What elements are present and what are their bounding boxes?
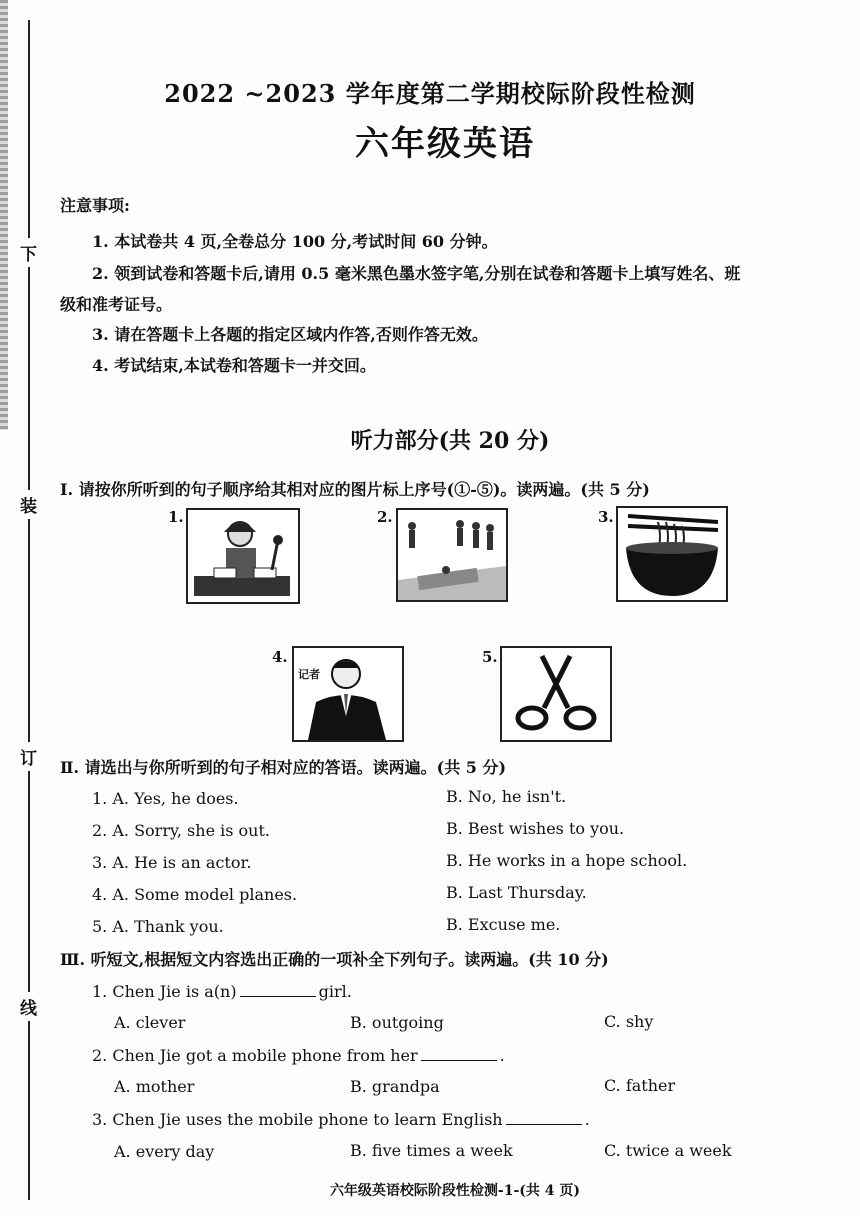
part3-heading: Ⅲ. 听短文,根据短文内容选出正确的一项补全下列句子。读两遍。(共 10 分) xyxy=(60,950,609,969)
reporter-icon xyxy=(294,648,402,740)
part2-option-b: B. Excuse me. xyxy=(446,915,561,934)
picture-3 xyxy=(616,506,728,602)
part3-option: A. every day xyxy=(114,1142,215,1161)
picture-number: 3. xyxy=(598,508,614,526)
part3-question-2: 2. Chen Jie got a mobile phone from her . xyxy=(92,1046,505,1065)
note-3: 3. 请在答题卡上各题的指定区域内作答,否则作答无效。 xyxy=(92,325,488,344)
part2-option-b: B. No, he isn't. xyxy=(446,787,567,806)
binding-char-zhuang: 装 xyxy=(20,490,37,519)
picture-number: 4. xyxy=(272,648,288,666)
part3-option: B. outgoing xyxy=(350,1013,444,1032)
part2-option-a: 3. A. He is an actor. xyxy=(92,853,252,872)
listening-section-title: 听力部分(共 20 分) xyxy=(350,428,550,454)
subject-title: 六年级英语 xyxy=(355,124,535,164)
part3-option: B. grandpa xyxy=(350,1077,440,1096)
binding-char-xia: 下 xyxy=(20,238,37,267)
part2-option-a: 1. A. Yes, he does. xyxy=(92,789,239,808)
scan-edge xyxy=(0,0,8,430)
part2-option-a: 4. A. Some model planes. xyxy=(92,885,298,904)
page-footer: 六年级英语校际阶段性检测-1-(共 4 页) xyxy=(329,1183,581,1199)
scissors-icon xyxy=(502,648,610,740)
part3-question-3: 3. Chen Jie uses the mobile phone to learn English . xyxy=(92,1110,590,1129)
part3-option: A. mother xyxy=(114,1077,195,1096)
note-2: 2. 领到试卷和答题卡后,请用 0.5 毫米黑色墨水签字笔,分别在试卷和答题卡上填写姓名、班 xyxy=(92,264,741,283)
picture-5 xyxy=(500,646,612,742)
exam-title: 2022 ~2023 学年度第二学期校际阶段性检测 xyxy=(164,79,696,108)
part2-option-a: 5. A. Thank you. xyxy=(92,917,224,936)
picture-1 xyxy=(186,508,300,604)
binding-line xyxy=(28,20,30,1200)
part3-option: C. twice a week xyxy=(604,1141,732,1160)
notes-heading: 注意事项: xyxy=(60,196,130,215)
picture-number: 2. xyxy=(377,508,393,526)
noodle-bowl-icon xyxy=(618,508,726,600)
part3-option: C. shy xyxy=(604,1012,654,1031)
part3-question-1: 1. Chen Jie is a(n) girl. xyxy=(92,982,352,1001)
binding-char-ding: 订 xyxy=(20,742,37,771)
picture-number: 5. xyxy=(482,648,498,666)
part2-heading: Ⅱ. 请选出与你所听到的句子相对应的答语。读两遍。(共 5 分) xyxy=(60,758,507,777)
note-4: 4. 考试结束,本试卷和答题卡一并交回。 xyxy=(92,356,376,375)
part2-option-a: 2. A. Sorry, she is out. xyxy=(92,821,270,840)
part2-option-b: B. Last Thursday. xyxy=(446,883,587,902)
picture-2 xyxy=(396,508,508,602)
picture-number: 1. xyxy=(168,508,184,526)
part2-option-b: B. Best wishes to you. xyxy=(446,819,625,838)
part3-option: B. five times a week xyxy=(350,1141,513,1160)
note-2-cont: 级和准考证号。 xyxy=(60,295,173,314)
reporter-label: 记者 xyxy=(298,668,320,681)
picture-4 xyxy=(292,646,404,742)
part2-option-b: B. He works in a hope school. xyxy=(446,851,688,870)
part1-heading: Ⅰ. 请按你所听到的句子顺序给其相对应的图片标上序号(①-⑤)。读两遍。(共 5 分) xyxy=(60,480,650,499)
binding-char-xian: 线 xyxy=(20,992,37,1021)
part3-option: C. father xyxy=(604,1076,676,1095)
part3-option: A. clever xyxy=(114,1013,186,1032)
playground-children-icon xyxy=(398,510,506,600)
reading-student-icon xyxy=(188,510,298,602)
note-1: 1. 本试卷共 4 页,全卷总分 100 分,考试时间 60 分钟。 xyxy=(92,232,498,251)
